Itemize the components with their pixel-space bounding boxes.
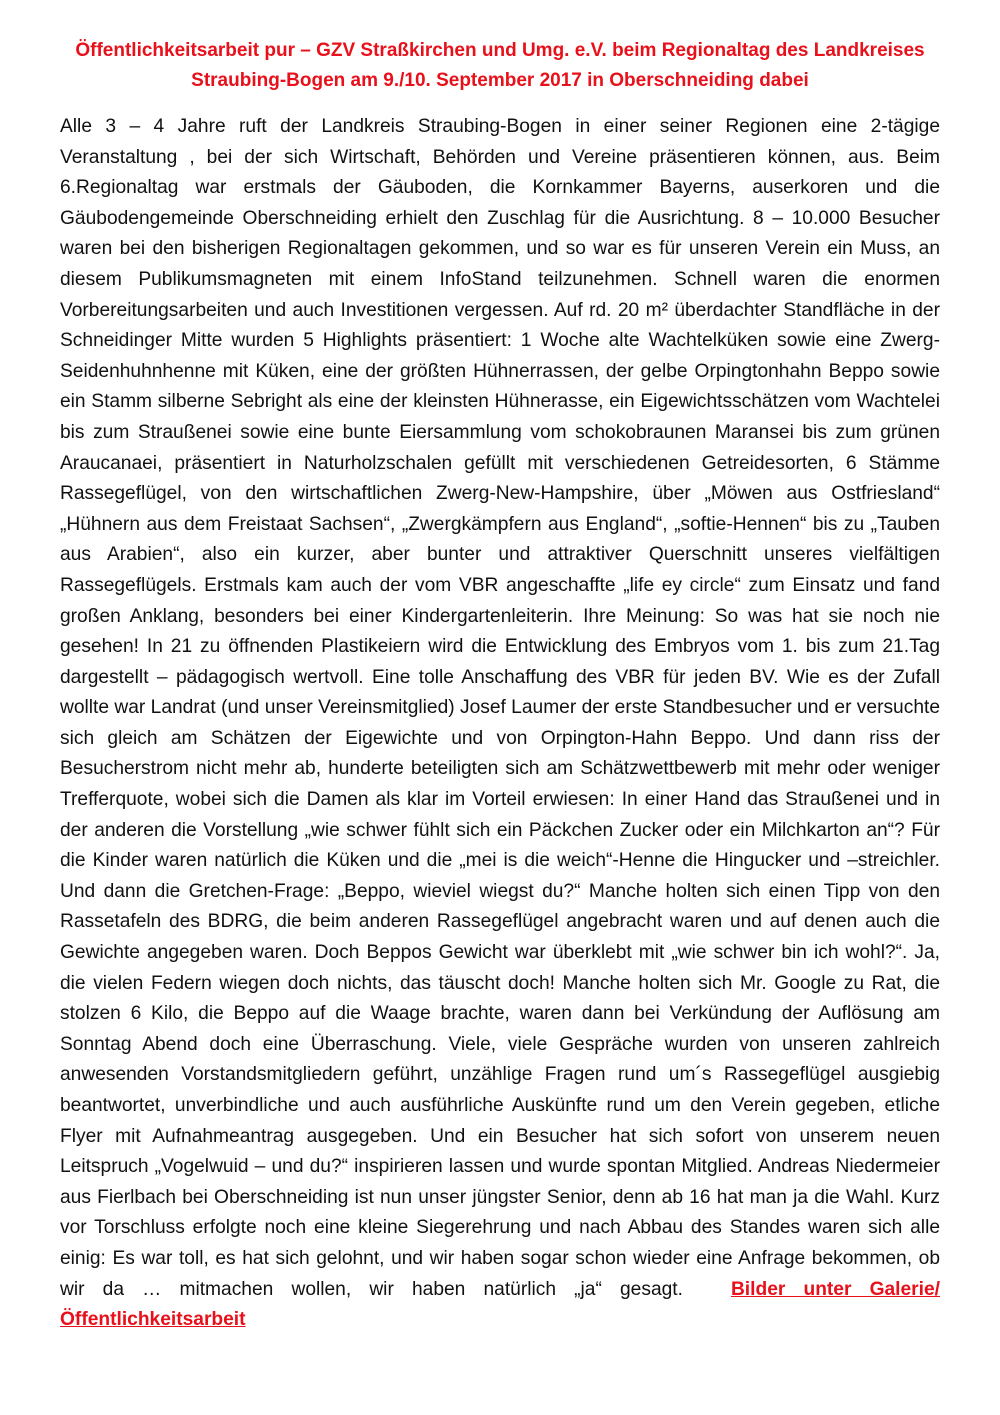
article-body xyxy=(60,112,940,1336)
gallery-link[interactable]: Bilder unter Galerie/Öffentlichkeitsarbeit xyxy=(60,1278,940,1331)
page-title xyxy=(40,36,960,96)
title-line-1: Öffentlichkeitsarbeit pur – GZV Straßkirchen und Umg. e.V. beim Regionaltag des Landkreises xyxy=(75,40,925,61)
title-line-2: Straubing-Bogen am 9./10. September 2017 in Oberschneiding dabei xyxy=(191,70,809,91)
article-text: Alle 3 – 4 Jahre ruft der Landkreis Straubing-Bogen in einer seiner Regionen eine 2-tägige Veranstaltung , bei der sich Wirtschaft, Behörden und Vereine präsentieren können, aus. Beim 6.Regionaltag war erstmals der Gäuboden, die Kornkammer Bayerns, auserkoren und die Gäubodengemeinde Oberschneiding erhielt den Zuschlag für die Ausrichtung. 8 – 10.000 Besucher waren bei den bisherigen Regionaltagen gekommen, und so war es für unseren Verein ein Muss, an diesem Publikumsmagneten mit einem InfoStand teilzunehmen. Schnell waren die enormen Vorbereitungsarbeiten und auch Investitionen vergessen. Auf rd. 20 m² überdachter Standfläche in der Schneidinger Mitte wurden 5 Highlights präsentiert: 1 Woche alte Wachtelküken sowie eine Zwerg-Seidenhuhnhenne mit Küken, eine der größten Hühnerrassen, der gelbe Orpingtonhahn Beppo sowie ein Stamm silberne Sebright als eine der kleinsten Hühnerasse, ein Eigewichtsschätzen vom Wachtelei bis zum Straußenei sowie eine bunte Eiersammlung vom schokobraunen Maransei bis zum grünen Araucanaei, präsentiert in Naturholzschalen gefüllt mit verschiedenen Getreidesorten, 6 Stämme Rassegeflügel, von den wirtschaftlichen Zwerg-New-Hampshire, über „Möwen aus Ostfriesland“ „Hühnern aus dem Freistaat Sachsen“, „Zwergkämpfern aus England“, „softie-Hennen“ bis zu „Tauben aus Arabien“, also ein kurzer, aber bunter und attraktiver Querschnitt unseres vielfältigen Rassegeflügels. Erstmals kam auch der vom VBR angeschaffte „life ey circle“ zum Einsatz und fand großen Anklang, besonders bei einer Kindergartenleiterin. Ihre Meinung: So was hat sie noch nie gesehen! In 21 zu öffnenden Plastikeiern wird die Entwicklung des Embryos vom 1. bis zum 21.Tag dargestellt – pädagogisch wertvoll. Eine tolle Anschaffung des VBR für jeden BV. Wie es der Zufall wollte war Landrat (und unser Vereinsmitglied) Josef Laumer der erste Standbesucher und er versuchte sich gleich am Schätzen der Eigewichte und von Orpington-Hahn Beppo. Und dann riss der Besucherstrom nicht mehr ab, hunderte beteiligten sich am Schätzwettbewerb mit mehr oder weniger Trefferquote, wobei sich die Damen als klar im Vorteil erwiesen: In einer Hand das Straußenei und in der anderen die Vorstellung „wie schwer fühlt sich ein Päckchen Zucker oder ein Milchkarton an“? Für die Kinder waren natürlich die Küken und die „mei is die weich“-Henne die Hingucker und –streichler. Und dann die Gretchen-Frage: „Beppo, wieviel wiegst du?“ Manche holten sich einen Tipp von den Rassetafeln des BDRG, die beim anderen Rassegeflügel angebracht waren und auf denen auch die Gewichte angegeben waren. Doch Beppos Gewicht war überklebt mit „wie schwer bin ich wohl?“. Ja, die vielen Federn wiegen doch nichts, das täuscht doch! Manche holten sich Mr. Google zu Rat, die stolzen 6 Kilo, die Beppo auf die Waage brachte, waren dann bei Verkündung der Auflösung am Sonntag Abend doch eine Überraschung. Viele, viele Gespräche wurden von unseren zahlreich anwesenden Vorstandsmitgliedern geführt, unzählige Fragen rund um´s Rassegeflügel ausgiebig beantwortet, unverbindliche und auch ausführliche Auskünfte rund um den Verein gegeben, etliche Flyer mit Aufnahmeantrag ausgegeben. Und ein Besucher hat sich sofort von unserem neuen Leitspruch „Vogelwuid – und du?“ inspirieren lassen und wurde spontan Mitglied. Andreas Niedermeier aus Fierlbach bei Oberschneiding ist nun unser jüngster Senior, denn ab 16 hat man ja die Wahl. Kurz vor Torschluss erfolgte noch eine kleine Siegerehrung und nach Abbau des Standes waren sich alle einig: Es war toll, es hat sich gelohnt, und wir haben sogar schon wieder eine Anfrage bekommen, ob wir da … mitmachen wollen, wir haben natürlich „ja“ gesagt. xyxy=(60,116,940,1300)
